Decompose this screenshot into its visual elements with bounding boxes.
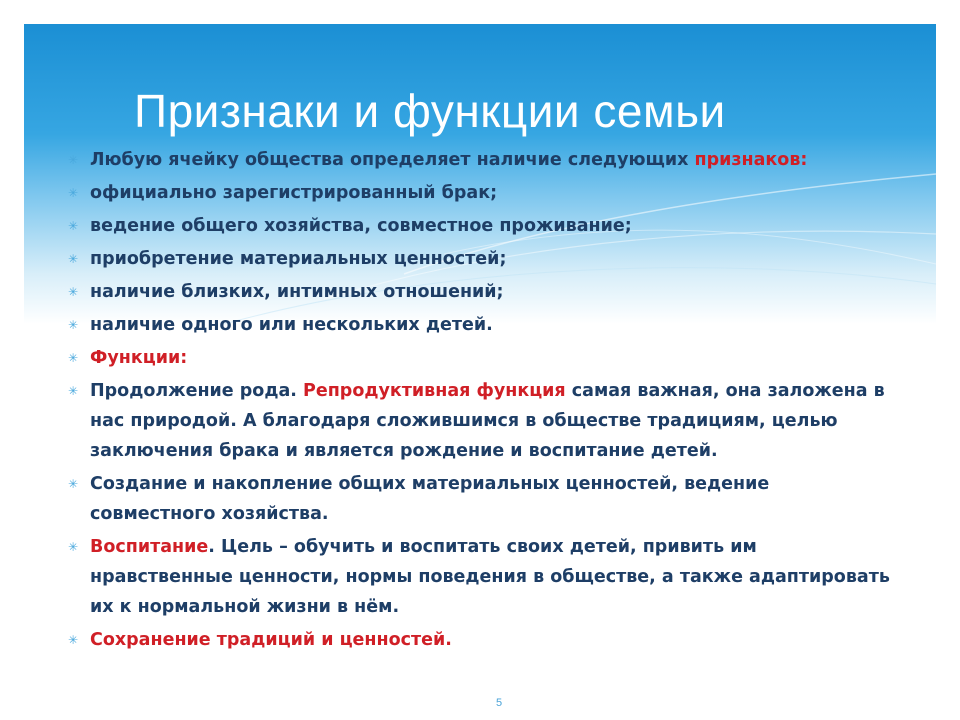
item-text: Любую ячейку общества определяет наличие следующих bbox=[90, 150, 695, 170]
list-item bbox=[68, 376, 898, 466]
item-text: наличие одного или нескольких детей. bbox=[90, 315, 493, 335]
item-highlight: признаков: bbox=[694, 150, 808, 170]
item-text: приобретение материальных ценностей; bbox=[90, 249, 507, 269]
item-highlight: Сохранение традиций и ценностей. bbox=[90, 630, 452, 650]
slide-title: Признаки и функции семьи bbox=[134, 85, 726, 137]
asterisk-bullet-icon: ✳ bbox=[68, 633, 79, 647]
item-text: Продолжение рода. bbox=[90, 381, 303, 401]
list-item bbox=[68, 244, 898, 274]
item-text: Создание и накопление общих материальных ценностей, ведение совместного хозяйства. bbox=[90, 474, 770, 524]
list-item bbox=[68, 343, 898, 373]
list-item bbox=[68, 211, 898, 241]
bullet-list bbox=[68, 145, 898, 658]
asterisk-bullet-icon: ✳ bbox=[68, 186, 79, 200]
asterisk-bullet-icon: ✳ bbox=[68, 318, 79, 332]
list-item bbox=[68, 469, 898, 529]
asterisk-bullet-icon: ✳ bbox=[68, 153, 79, 167]
item-highlight: Репродуктивная функция bbox=[303, 381, 566, 401]
list-item bbox=[68, 145, 898, 175]
asterisk-bullet-icon: ✳ bbox=[68, 252, 79, 266]
asterisk-bullet-icon: ✳ bbox=[68, 540, 79, 554]
asterisk-bullet-icon: ✳ bbox=[68, 219, 79, 233]
asterisk-bullet-icon: ✳ bbox=[68, 384, 79, 398]
item-text-continued: . Цель – обучить и воспитать своих детей, привить им нравственные ценности, нормы поведения в обществе, а также адаптировать их к нормальной жизни в нём. bbox=[90, 537, 890, 617]
item-text: наличие близких, интимных отношений; bbox=[90, 282, 504, 302]
page-number: 5 bbox=[496, 697, 503, 709]
list-item bbox=[68, 178, 898, 208]
item-text: официально зарегистрированный брак; bbox=[90, 183, 498, 203]
asterisk-bullet-icon: ✳ bbox=[68, 351, 79, 365]
asterisk-bullet-icon: ✳ bbox=[68, 285, 79, 299]
item-text-continued: самая важная, она заложена в нас природой. А благодаря сложившимся в обществе традициям, целью заключения брака и является рождение и воспитание детей. bbox=[90, 381, 885, 461]
asterisk-bullet-icon: ✳ bbox=[68, 477, 79, 491]
list-item bbox=[68, 625, 898, 655]
item-highlight: Воспитание bbox=[90, 537, 209, 557]
item-text: ведение общего хозяйства, совместное проживание; bbox=[90, 216, 632, 236]
list-item bbox=[68, 277, 898, 307]
list-item bbox=[68, 310, 898, 340]
slide bbox=[24, 24, 936, 709]
item-highlight: Функции: bbox=[90, 348, 188, 368]
list-item bbox=[68, 532, 898, 622]
